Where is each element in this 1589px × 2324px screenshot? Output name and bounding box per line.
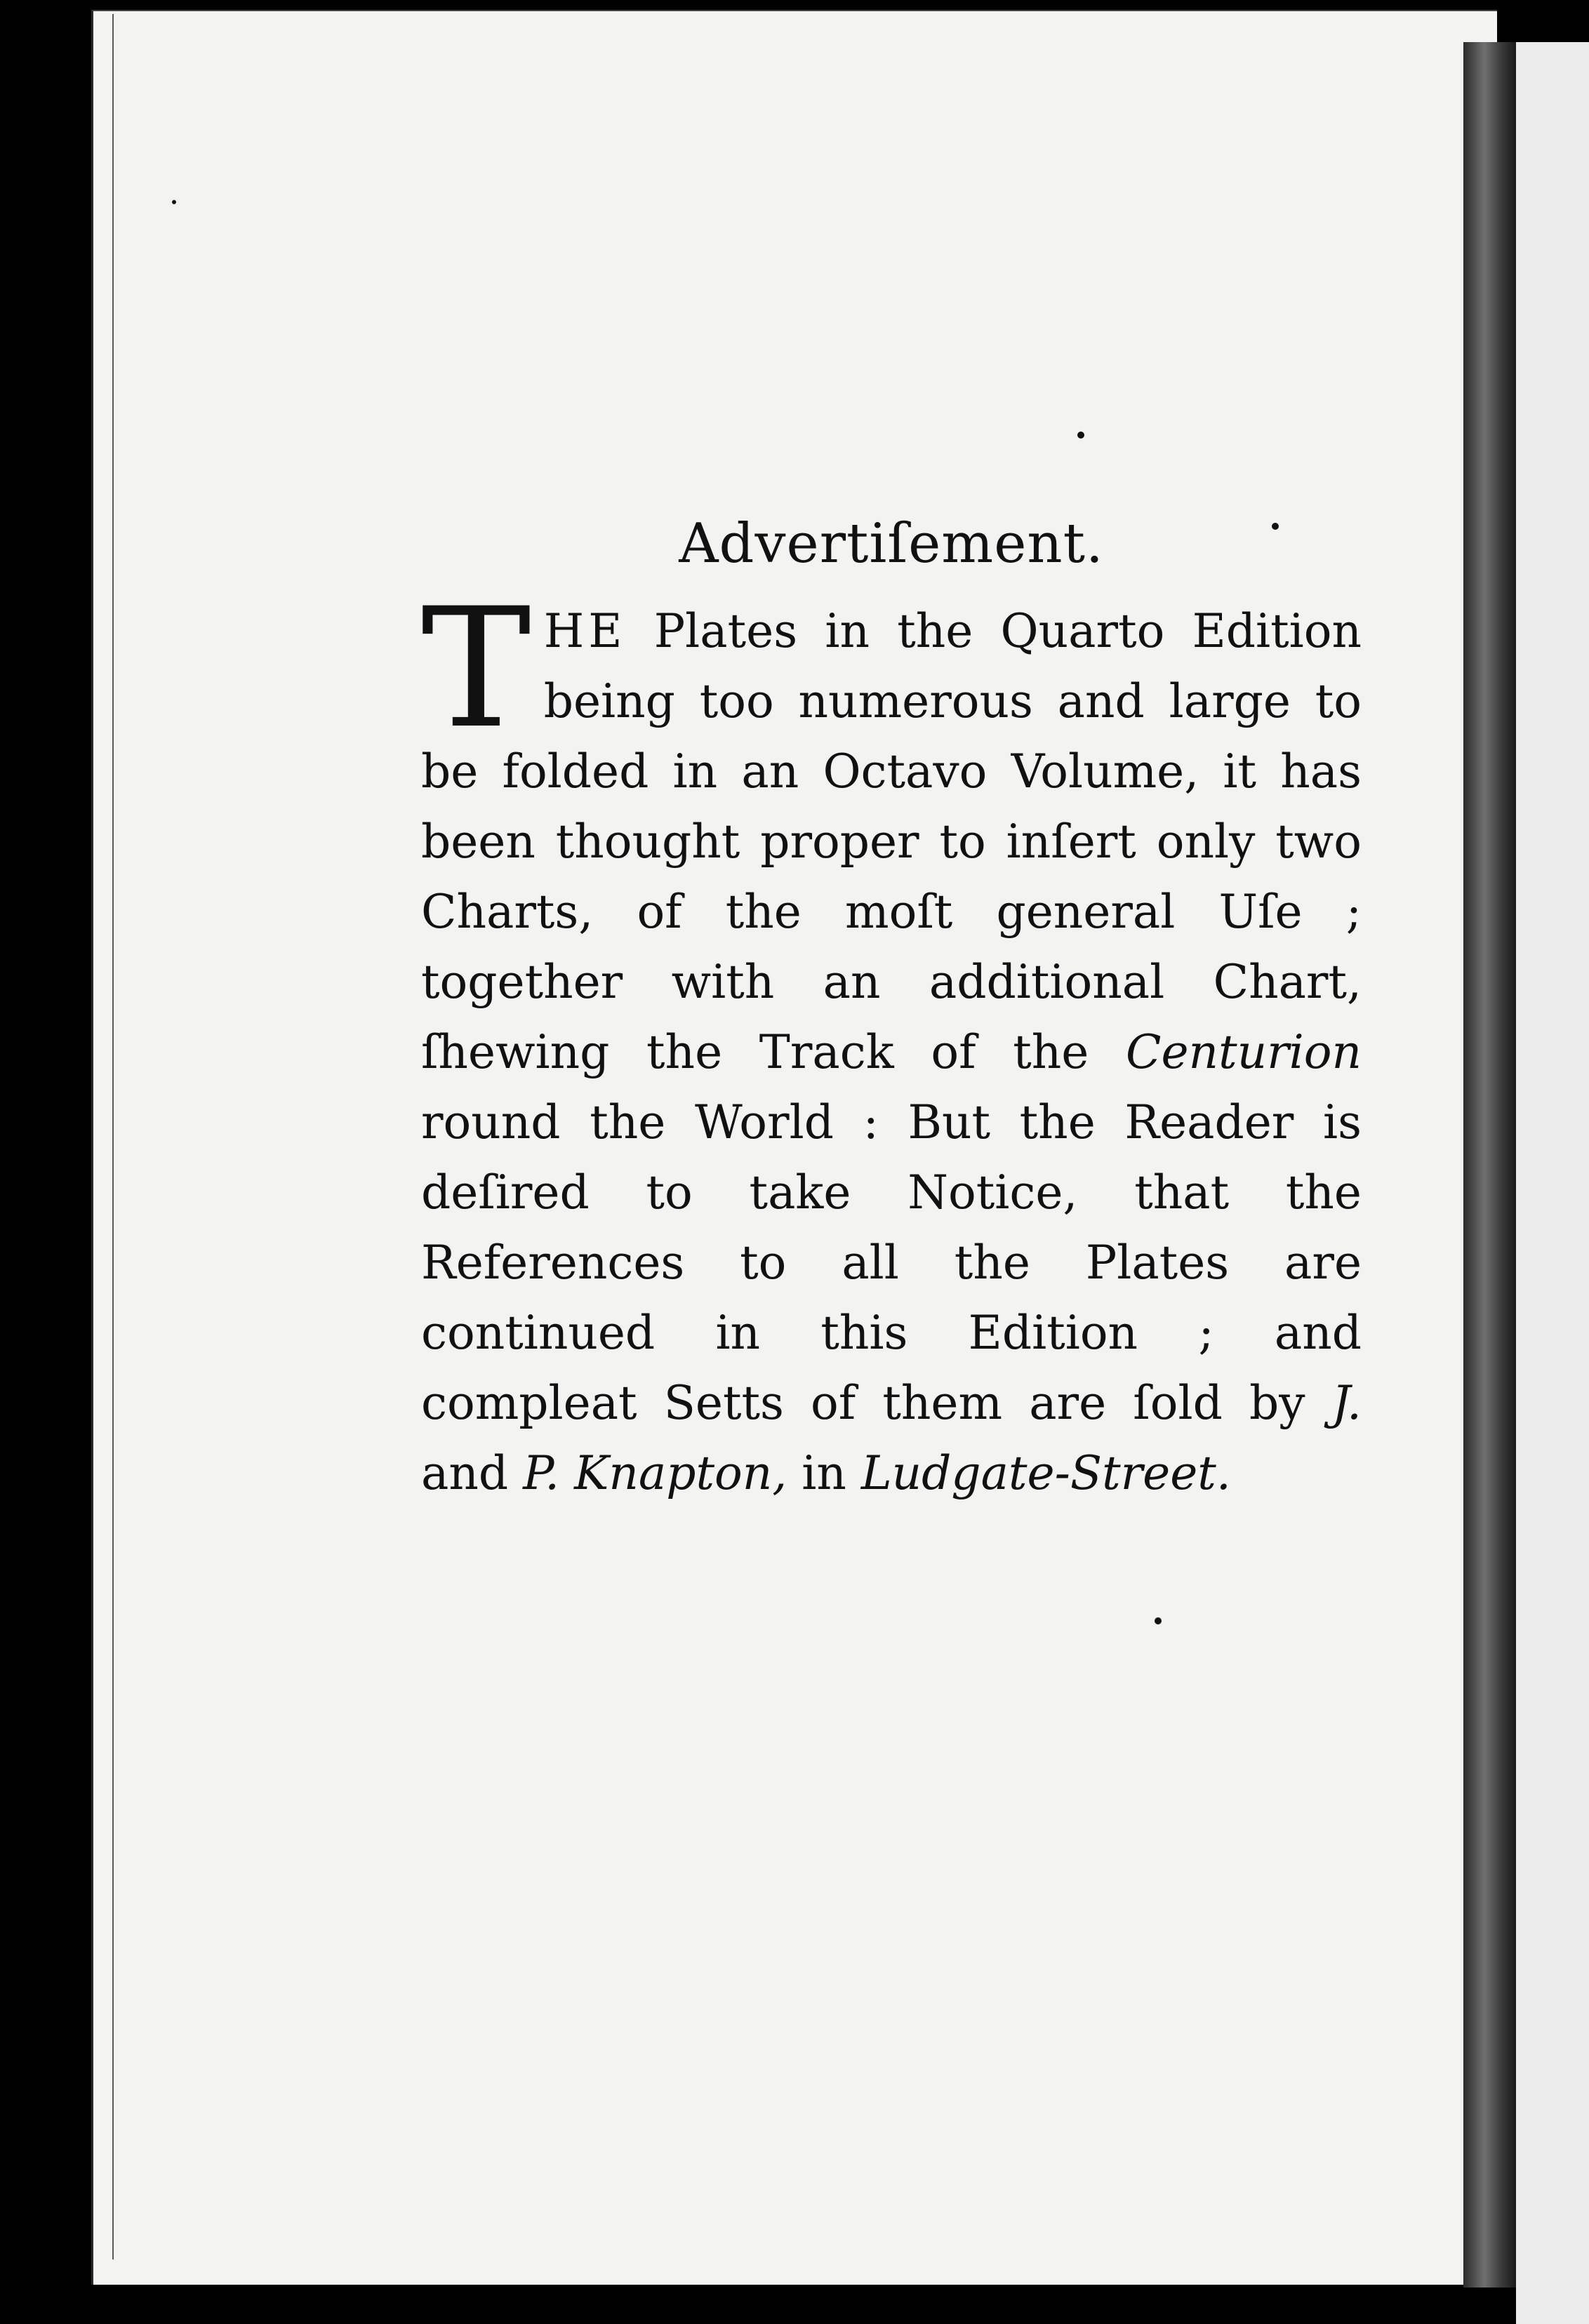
body-segment: round the World : But the Reader is deſired to take Notice, that the References to all the Plates are continued in this Edition ; and compleat Setts of them are ſold by	[421, 1095, 1362, 1430]
advertisement-body	[421, 573, 1362, 1509]
drop-cap: T	[421, 573, 531, 765]
book-gutter	[1463, 42, 1516, 2288]
page-edge-line	[112, 14, 114, 2259]
body-segment: Plates in the Quarto Edition being too numerous and large to be folded in an Octavo Volume, it has been thought proper to inſert only two Charts, of the moſt general Uſe ; together with an additional Chart, ſhewing the Track of the	[421, 604, 1362, 1079]
street-name: Ludgate-Street.	[860, 1446, 1231, 1500]
body-segment: in	[787, 1446, 861, 1500]
publisher-name: P. Knapton,	[523, 1446, 787, 1500]
advertisement-section	[421, 512, 1362, 1509]
publisher-initial: J.	[1331, 1376, 1362, 1430]
first-word-caps: HE	[543, 604, 627, 658]
ink-speck	[1077, 432, 1084, 439]
ink-speck	[172, 200, 176, 204]
body-segment: and	[421, 1446, 524, 1500]
page-heading: Advertiſement.	[679, 512, 1104, 575]
facing-page-edge	[1516, 42, 1589, 2324]
ship-name: Centurion	[1126, 1025, 1362, 1079]
ink-speck	[1155, 1617, 1162, 1624]
